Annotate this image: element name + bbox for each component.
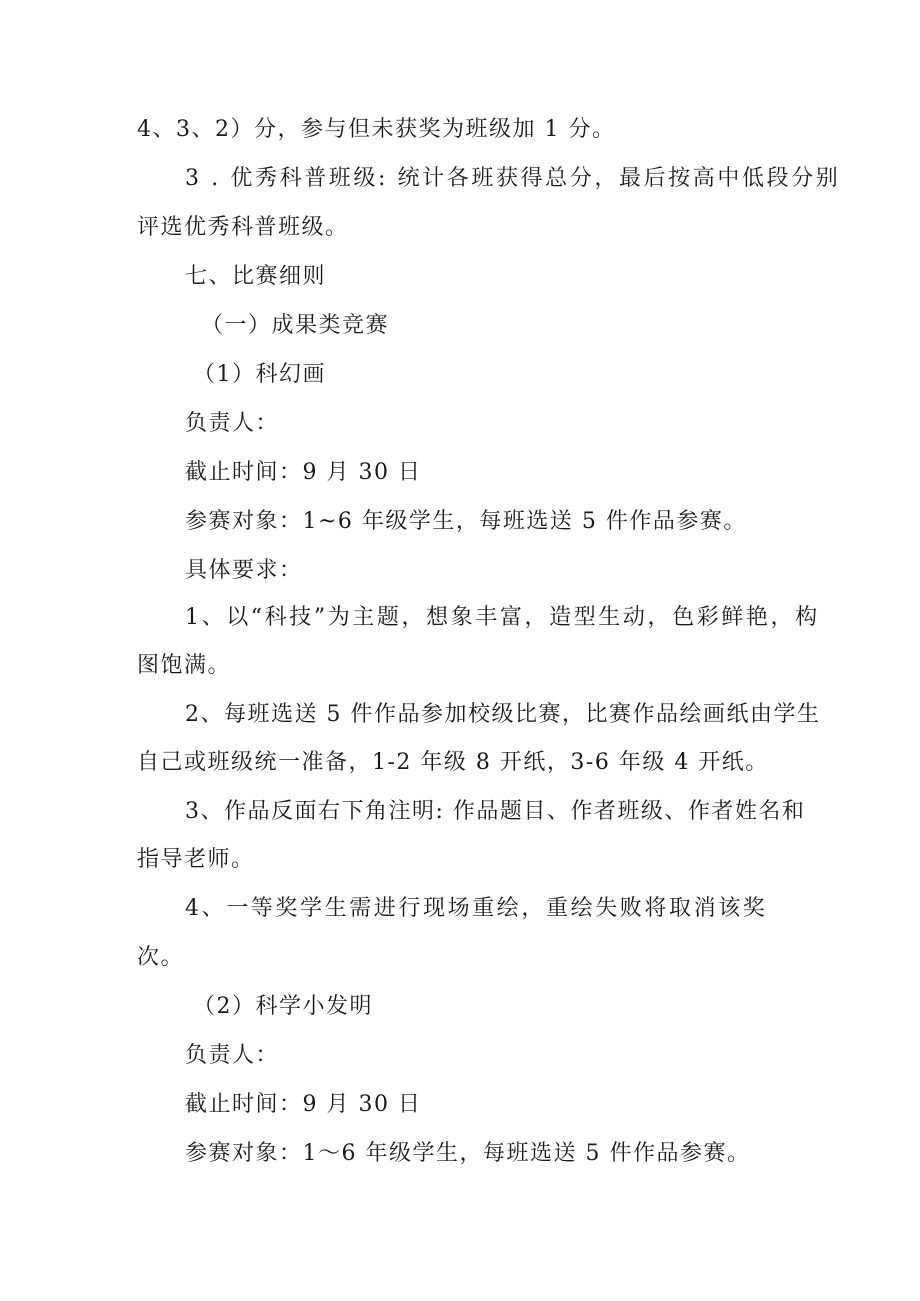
requirement-3-cont: 指导老师。: [137, 847, 255, 872]
item-heading-invention: （2）科学小发明: [193, 994, 373, 1019]
field-responsible-person-2: 负责人：: [185, 1043, 280, 1068]
field-deadline: 截止时间：9 月 30 日: [185, 460, 422, 485]
field-deadline-2: 截止时间：9 月 30 日: [185, 1092, 422, 1117]
paragraph-line-award-points: 4、3、2）分，参与但未获奖为班级加 1 分。: [137, 117, 616, 142]
requirement-4: 4、一等奖学生需进行现场重绘，重绘失败将取消该奖: [185, 896, 768, 921]
field-participants-2: 参赛对象：1～6 年级学生，每班选送 5 件作品参赛。: [185, 1141, 751, 1166]
requirement-1: 1、以“科技”为主题，想象丰富，造型生动，色彩鲜艳，构: [185, 605, 820, 630]
field-participants: 参赛对象：1~6 年级学生，每班选送 5 件作品参赛。: [185, 509, 747, 534]
field-responsible-person: 负责人：: [185, 411, 280, 436]
paragraph-line-excellent-class-cont: 评选优秀科普班级。: [137, 215, 349, 240]
requirement-1-cont: 图饱满。: [137, 653, 232, 678]
requirement-4-cont: 次。: [137, 945, 185, 970]
section-heading-rules: 七、比赛细则: [185, 264, 327, 289]
requirement-3: 3、作品反面右下角注明: 作品题目、作者班级、作者姓名和: [185, 799, 806, 824]
paragraph-line-excellent-class: 3 . 优秀科普班级: 统计各班获得总分，最后按高中低段分别: [185, 166, 841, 191]
requirement-2: 2、每班选送 5 件作品参加校级比赛，比赛作品绘画纸由学生: [185, 702, 821, 727]
item-heading-sci-fi-painting: （1）科幻画: [193, 362, 326, 387]
requirement-2-cont: 自己或班级统一准备，1-2 年级 8 开纸，3-6 年级 4 开纸。: [137, 750, 769, 775]
field-requirements: 具体要求：: [185, 558, 303, 583]
subsection-heading-achievement: （一）成果类竞赛: [201, 313, 390, 338]
